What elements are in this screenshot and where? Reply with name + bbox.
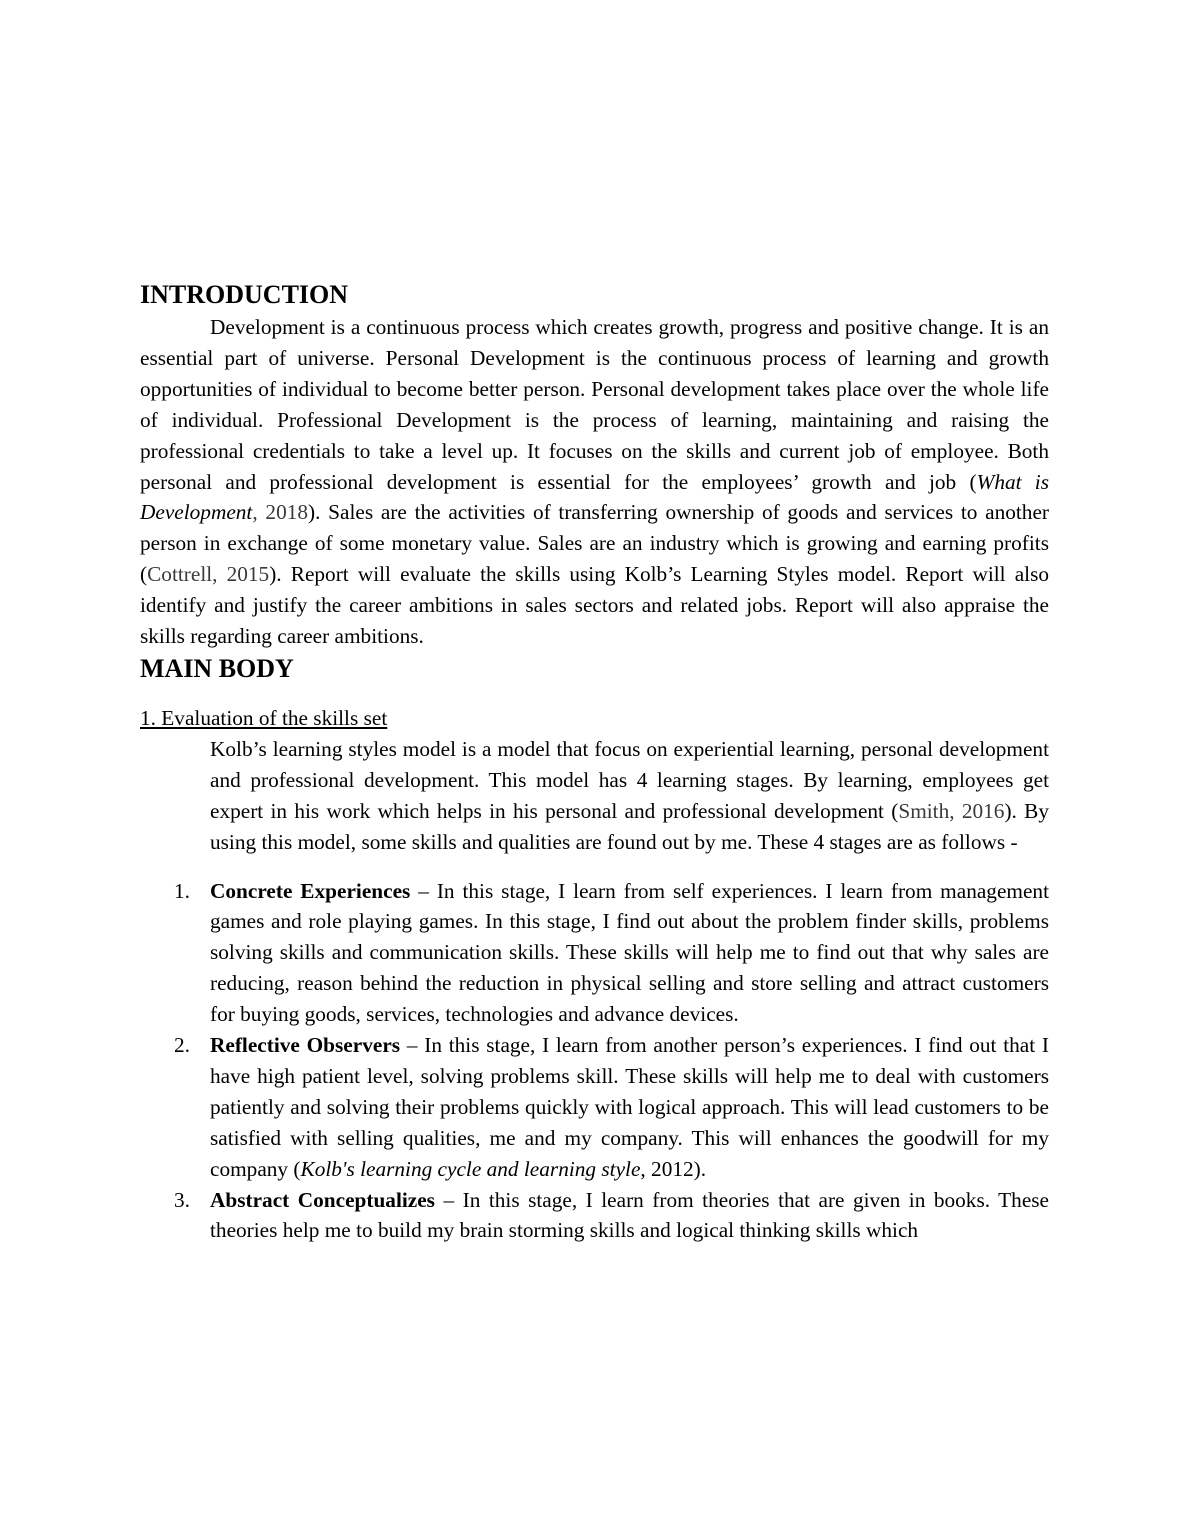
- kolb-paragraph: [210, 734, 1049, 858]
- stage-citation-year: , 2012).: [640, 1156, 707, 1181]
- intro-text-1: Development is a continuous process which creates growth, progress and positive change. It is an essential part of universe. Personal Development is the continuous process of learning and growth opportunities of individual to become better person. Personal development takes place over the whole life of individual. Professional Development is the process of learning, maintaining and raising the professional credentials to take a level up. It focuses on the skills and current job of employee. Both personal and professional development is essential for the employees’ growth and job (: [140, 315, 1049, 494]
- stage-title: Abstract Conceptualizes: [210, 1187, 435, 1212]
- intro-text-3: ). Report will evaluate the skills using Kolb’s Learning Styles model. Report will also identify and justify the career ambitions in sales sectors and related jobs. Report will also appraise the skills regarding career ambitions.: [140, 562, 1050, 649]
- subsection-title: 1. Evaluation of the skills set: [140, 705, 388, 730]
- intro-citation-italic: What is Development: [140, 469, 1050, 525]
- introduction-heading: INTRODUCTION: [140, 280, 349, 309]
- intro-text-2: ). Sales are the activities of transferring ownership of goods and services to another person in exchange of some monetary value. Sales are an industry which is growing and earning profits (: [140, 500, 1049, 587]
- list-number: 3.: [174, 1187, 190, 1212]
- introduction-paragraph: [140, 312, 1049, 652]
- kolb-citation: Smith, 2016: [898, 798, 1005, 823]
- intro-citation-cottrell: Cottrell, 2015: [147, 562, 270, 587]
- kolb-text-1: Kolb’s learning styles model is a model that focus on experiential learning, personal development and professional development. This model has 4 learning stages. By learning, employees get expert in his work which helps in his personal and professional development (: [210, 736, 1049, 823]
- list-item: [140, 1030, 1049, 1185]
- stage-text: – In this stage, I learn from self experiences. I learn from management games and role playing games. In this stage, I find out about the problem finder skills, problems solving skills and communication skills. These skills will help me to find out that why sales are reducing, reason behind the reduction in physical selling and store selling and attract customers for buying goods, services, technologies and advance devices.: [210, 878, 1049, 1027]
- stage-title: Reflective Observers: [210, 1033, 401, 1058]
- list-item: [140, 876, 1049, 1031]
- main-body-heading: MAIN BODY: [140, 653, 294, 683]
- list-number: 2.: [174, 1033, 190, 1058]
- intro-citation-year: , 2018: [252, 500, 309, 525]
- list-number: 1.: [174, 878, 190, 903]
- list-item: [140, 1185, 1049, 1247]
- stage-text: – In this stage, I learn from theories that are given in books. These theories help me to build my brain storming skills and logical thinking skills which: [210, 1187, 1050, 1243]
- stage-title: Concrete Experiences: [210, 878, 411, 903]
- document-page: [140, 278, 1049, 1246]
- stages-list: [140, 876, 1049, 1247]
- kolb-text-2: ). By using this model, some skills and qualities are found out by me. These 4 stages are as follows -: [210, 798, 1050, 854]
- stage-citation-italic: Kolb's learning cycle and learning style: [300, 1156, 641, 1181]
- stage-text: – In this stage, I learn from another person’s experiences. I find out that I have high patient level, solving problems skill. These skills will help me to deal with customers patiently and solving their problems quickly with logical approach. This will lead customers to be satisfied with selling qualities, me and my company. This will enhances the goodwill for my company (: [210, 1033, 1049, 1181]
